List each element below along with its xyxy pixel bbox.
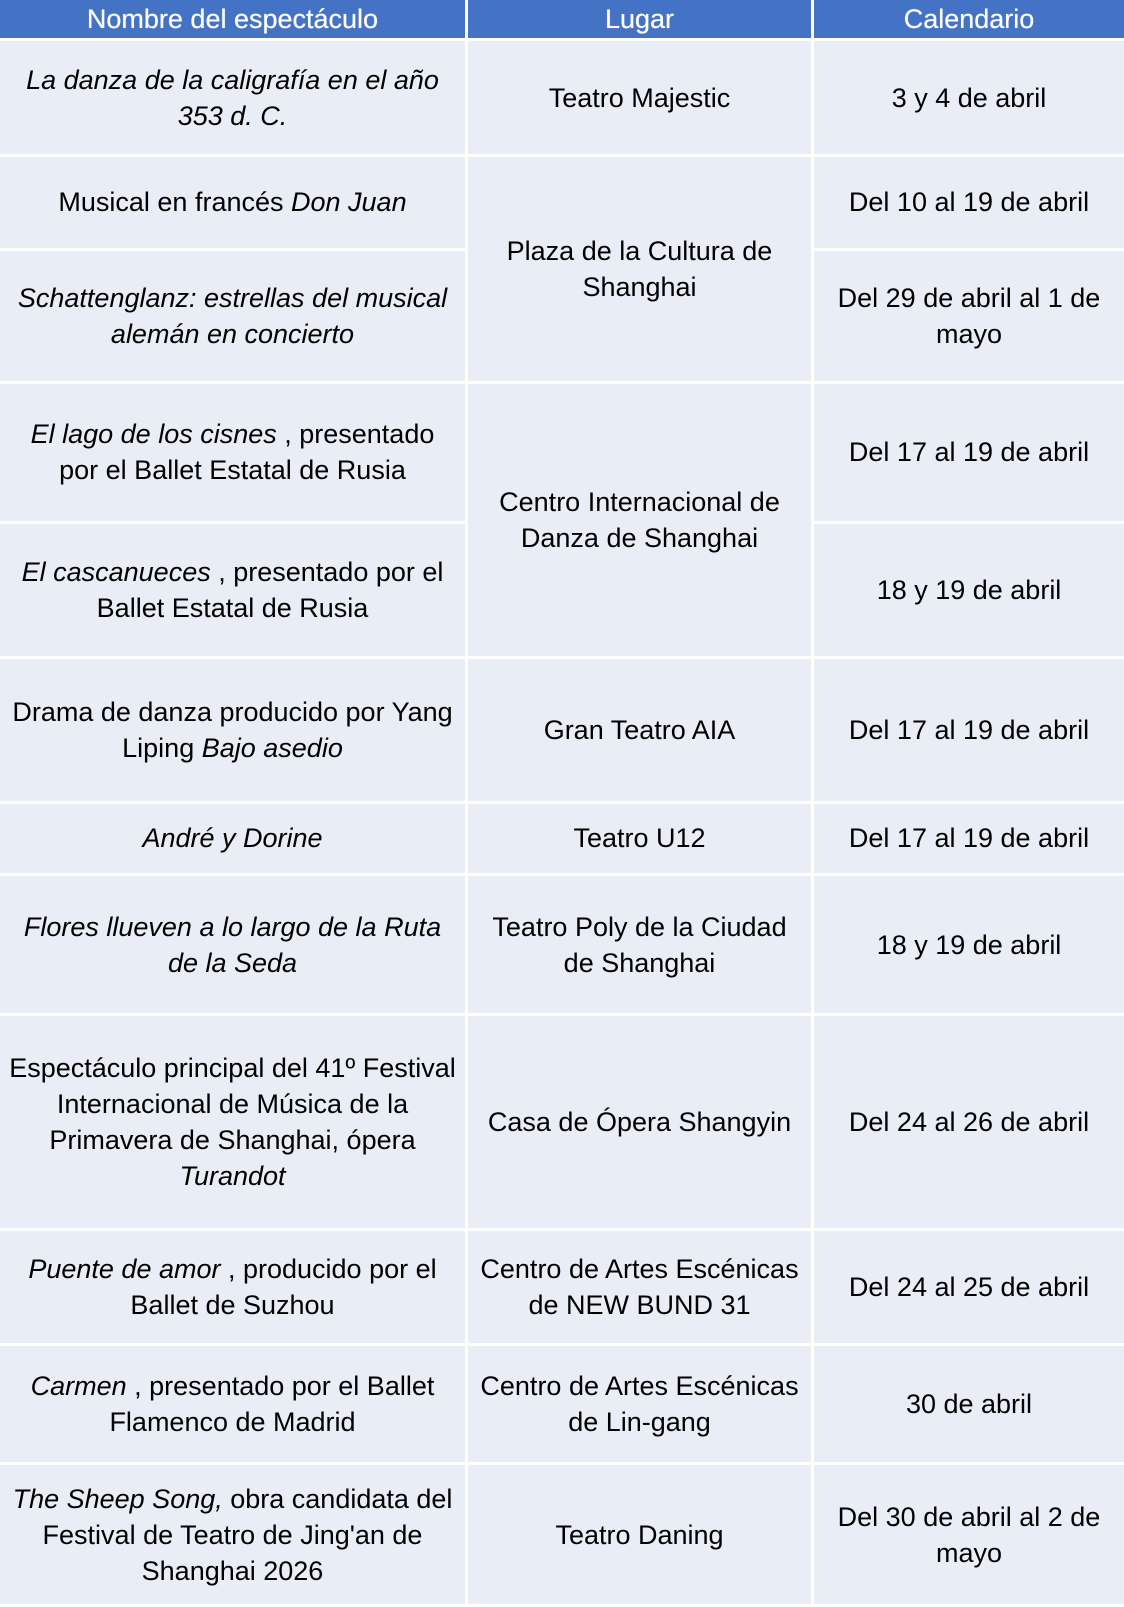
show-title-italic: El cascanueces <box>21 556 211 587</box>
table-row <box>0 1465 1124 1607</box>
show-title-text: , presentado por el Ballet Estatal de Rusia <box>96 556 444 623</box>
show-title-italic: Schattenglanz: estrellas del musical alemán en concierto <box>17 282 448 349</box>
venue-cell: Teatro Poly de la Ciudad de Shanghai <box>468 876 814 1017</box>
table-row <box>0 1016 1124 1231</box>
show-name-cell <box>0 524 468 659</box>
show-title-italic: Flores llueven a lo largo de la Ruta de la Seda <box>23 911 442 978</box>
show-title-text: obra candidata del Festival de Teatro de Jing'an de Shanghai 2026 <box>42 1483 453 1586</box>
schedule-cell: Del 17 al 19 de abril <box>814 384 1124 523</box>
show-title-italic: La danza de la caligrafía en el año 353 d. C. <box>26 64 439 131</box>
schedule-cell: 3 y 4 de abril <box>814 41 1124 157</box>
show-name-cell <box>0 251 468 384</box>
table-row <box>0 41 1124 157</box>
schedule-cell: 18 y 19 de abril <box>814 524 1124 659</box>
table-row <box>0 1346 1124 1465</box>
table-row <box>0 157 1124 251</box>
venue-cell: Teatro Majestic <box>468 41 814 157</box>
show-name-cell <box>0 804 468 876</box>
show-name-cell <box>0 1016 468 1231</box>
venue-cell: Gran Teatro AIA <box>468 659 814 804</box>
schedule-cell: Del 29 de abril al 1 de mayo <box>814 251 1124 384</box>
show-title-italic: André y Dorine <box>142 823 323 854</box>
show-title-italic: Don Juan <box>291 187 407 218</box>
table-row <box>0 659 1124 804</box>
table-row <box>0 876 1124 1017</box>
table-header <box>0 0 1124 41</box>
show-name-cell <box>0 1465 468 1607</box>
header-show-name: Nombre del espectáculo <box>0 0 468 41</box>
show-name-cell <box>0 384 468 523</box>
schedule-cell: Del 30 de abril al 2 de mayo <box>814 1465 1124 1607</box>
show-title-text: Espectáculo principal del 41º Festival Internacional de Música de la Primavera de Shanghai, ópera <box>9 1053 456 1156</box>
show-title-italic: Bajo asedio <box>201 732 343 763</box>
header-row <box>0 0 1124 41</box>
show-title-italic: The Sheep Song, <box>12 1483 223 1514</box>
show-name-cell <box>0 876 468 1017</box>
show-title-text: , presentado por el Ballet Flamenco de Madrid <box>109 1371 435 1438</box>
table-row <box>0 384 1124 523</box>
schedule-cell: 18 y 19 de abril <box>814 876 1124 1017</box>
show-title-italic: Carmen <box>30 1371 127 1402</box>
venue-cell: Plaza de la Cultura de Shanghai <box>468 157 814 384</box>
table-body <box>0 41 1124 1607</box>
table-row <box>0 804 1124 876</box>
venue-cell: Teatro Daning <box>468 1465 814 1607</box>
header-venue: Lugar <box>468 0 814 41</box>
show-title-italic: Turandot <box>179 1161 286 1192</box>
show-title-text: Drama de danza producido por Yang Liping <box>12 696 453 763</box>
show-title-text: Musical en francés <box>58 187 291 218</box>
venue-cell: Centro de Artes Escénicas de NEW BUND 31 <box>468 1231 814 1346</box>
schedule-cell: Del 17 al 19 de abril <box>814 804 1124 876</box>
show-title-italic: Puente de amor <box>28 1254 221 1285</box>
schedule-cell: 30 de abril <box>814 1346 1124 1465</box>
schedule-cell: Del 17 al 19 de abril <box>814 659 1124 804</box>
venue-cell: Teatro U12 <box>468 804 814 876</box>
schedule-cell: Del 24 al 25 de abril <box>814 1231 1124 1346</box>
show-name-cell <box>0 659 468 804</box>
show-title-text: , presentado por el Ballet Estatal de Rusia <box>59 419 435 486</box>
schedule-cell: Del 24 al 26 de abril <box>814 1016 1124 1231</box>
header-schedule: Calendario <box>814 0 1124 41</box>
show-name-cell <box>0 41 468 157</box>
venue-cell: Casa de Ópera Shangyin <box>468 1016 814 1231</box>
show-title-text: , producido por el Ballet de Suzhou <box>130 1254 437 1321</box>
venue-cell: Centro Internacional de Danza de Shanghai <box>468 384 814 659</box>
table-row <box>0 1231 1124 1346</box>
venue-cell: Centro de Artes Escénicas de Lin-gang <box>468 1346 814 1465</box>
show-name-cell <box>0 1346 468 1465</box>
show-title-italic: El lago de los cisnes <box>30 419 277 450</box>
schedule-cell: Del 10 al 19 de abril <box>814 157 1124 251</box>
show-name-cell <box>0 157 468 251</box>
show-name-cell <box>0 1231 468 1346</box>
